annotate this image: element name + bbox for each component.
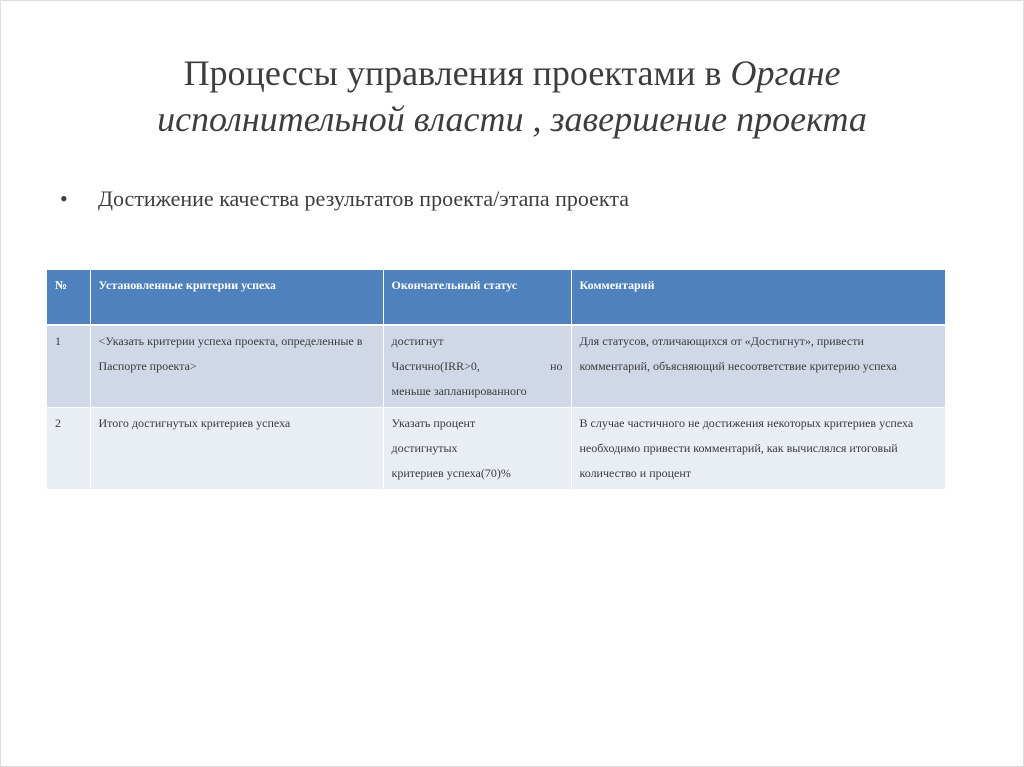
cell-status [383, 408, 571, 490]
cell-comment: Для статусов, отличающихся от «Достигнут», привести комментарий, объясняющий несоответствие критерию успеха [571, 325, 945, 408]
bullet-item [60, 184, 960, 214]
status-line-left: Частично(IRR>0, [391, 359, 480, 373]
table-row [47, 408, 945, 490]
status-line: меньше запланированного [391, 384, 527, 398]
header-criteria: Установленные критерии успеха [90, 270, 383, 325]
title-plain: Процессы управления проектами в [183, 53, 731, 93]
cell-criteria: Итого достигнутых критериев успеха [90, 408, 383, 490]
cell-number: 1 [47, 325, 90, 408]
bullet-dot-icon: • [60, 186, 68, 211]
criteria-table [47, 270, 946, 490]
cell-status [383, 325, 571, 408]
cell-criteria: <Указать критерии успеха проекта, определенные в Паспорте проекта> [90, 325, 383, 408]
table-header-row [47, 270, 945, 325]
status-line: Указать процент [391, 416, 476, 430]
status-line: достигнут [391, 334, 444, 348]
status-line-right: но [550, 359, 563, 373]
header-comment: Комментарий [571, 270, 945, 325]
status-line: достигнутых [391, 441, 458, 455]
cell-comment: В случае частичного не достижения некоторых критериев успеха необходимо привести комментарий, как вычислялся итоговый количество и процент [571, 408, 945, 490]
title-italic-2: исполнительной власти , завершение проекта [157, 99, 867, 139]
header-status: Окончательный статус [383, 270, 571, 325]
status-line: критериев успеха(70)% [391, 466, 511, 480]
title-italic-1: Органе [730, 53, 841, 93]
status-line-justified [392, 354, 563, 379]
bullet-text: Достижение качества результатов проекта/этапа проекта [98, 186, 629, 211]
slide-title [60, 50, 964, 142]
cell-number: 2 [47, 408, 90, 490]
table-row [47, 325, 945, 408]
header-number: № [47, 270, 90, 325]
